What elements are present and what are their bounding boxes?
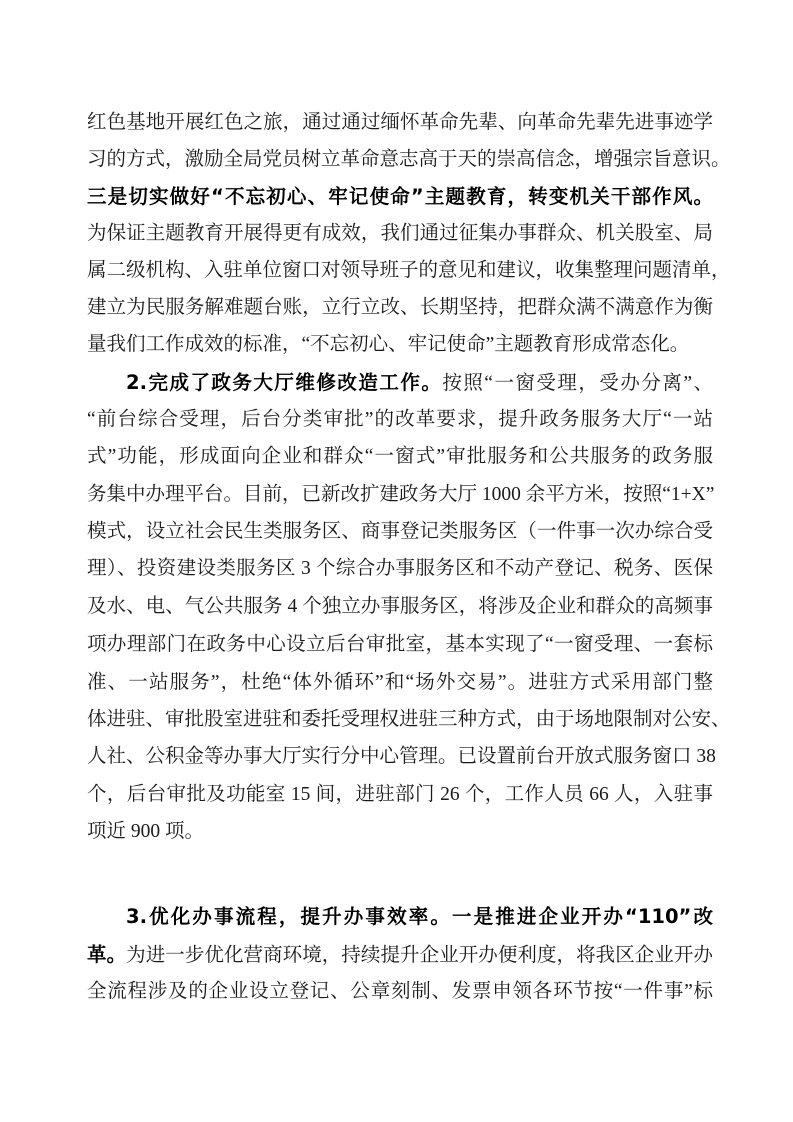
body-text: “前台综合受理，后台分类审批”的改革要求，提升政务服务大厅“一站 <box>87 409 713 430</box>
body-text: 务集中办理平台。目前，已新改扩建政务大厅 1000 余平方米，按照“1+X” <box>87 484 715 505</box>
bold-heading-text: 3.优化办事流程，提升办事效率。一是推进企业开办“110”改 <box>126 905 713 928</box>
text-line <box>87 183 713 211</box>
text-line <box>87 669 713 697</box>
bold-heading-text: 三是切实做好“不忘初心、牢记使命”主题教育，转变机关干部作风。 <box>87 185 713 208</box>
body-text: 量我们工作成效的标准，“不忘初心、牢记使命”主题教育形成常态化。 <box>87 334 690 355</box>
body-text: 准、一站服务”，杜绝“体外循环”和“场外交易”。进驻方式采用部门整 <box>87 672 713 693</box>
bold-heading-text: 革。 <box>87 943 127 966</box>
text-line <box>87 631 713 659</box>
body-text: 为进一步优化营商环境，持续提升企业开办便利度，将我区企业开办 <box>126 945 713 966</box>
body-text: 为保证主题教育开展得更有成效，我们通过征集办事群众、机关股室、局 <box>87 223 713 244</box>
text-line <box>87 706 731 734</box>
body-text: 全流程涉及的企业设立登记、公章刻制、发票申领各环节按“一件事”标 <box>87 981 713 1002</box>
body-text: 建立为民服务解难题台账，立行立改、长期坚持，把群众满不满意作为衡 <box>87 297 713 318</box>
text-line <box>87 220 713 248</box>
text-line <box>87 406 713 434</box>
text-line <box>87 818 713 846</box>
body-text: 个，后台审批及功能室 15 间，进驻部门 26 个，工作人员 66 人，入驻事 <box>87 784 713 805</box>
body-text: 体进驻、审批股室进驻和委托受理权进驻三种方式，由于场地限制对公安、 <box>87 709 731 730</box>
text-line <box>87 257 731 285</box>
body-text: 按照“一窗受理，受办分离”、 <box>442 373 714 394</box>
body-text: 模式，设立社会民生类服务区、商事登记类服务区（一件事一次办综合受 <box>87 521 713 542</box>
body-text: 红色基地开展红色之旅，通过通过缅怀革命先辈、向革命先辈先进事迹学 <box>87 112 713 133</box>
text-line <box>87 146 731 174</box>
body-text: 习的方式，激励全局党员树立革命意志高于天的崇高信念，增强宗旨意识。 <box>87 149 731 170</box>
body-text: 理）、投资建设类服务区 3 个综合办事服务区和不动产登记、税务、医保 <box>87 558 713 579</box>
text-line <box>87 331 713 359</box>
text-line <box>87 781 713 809</box>
text-line <box>87 555 713 583</box>
body-text: 人社、公积金等办事大厅实行分中心管理。已设置前台开放式服务窗口 38 <box>87 746 716 767</box>
text-line <box>87 978 713 1006</box>
body-text: 项办理部门在政务中心设立后台审批室，基本实现了“一窗受理、一套标 <box>87 634 713 655</box>
text-line <box>87 109 713 137</box>
text-line <box>87 941 713 969</box>
body-text: 属二级机构、入驻单位窗口对领导班子的意见和建议，收集整理问题清单， <box>87 260 731 281</box>
text-line <box>87 593 713 621</box>
text-line <box>87 481 713 509</box>
text-line <box>87 743 716 771</box>
text-line <box>87 518 713 546</box>
text-line <box>87 443 713 471</box>
text-line <box>87 294 713 322</box>
body-text: 式”功能，形成面向企业和群众“一窗式”审批服务和公共服务的政务服 <box>87 446 713 467</box>
bold-heading-text: 2.完成了政务大厅维修改造工作。 <box>126 371 443 394</box>
body-text: 及水、电、气公共服务 4 个独立办事服务区，将涉及企业和群众的高频事 <box>87 596 713 617</box>
text-line <box>126 369 713 397</box>
body-text: 项近 900 项。 <box>87 821 205 842</box>
text-line <box>126 903 713 931</box>
